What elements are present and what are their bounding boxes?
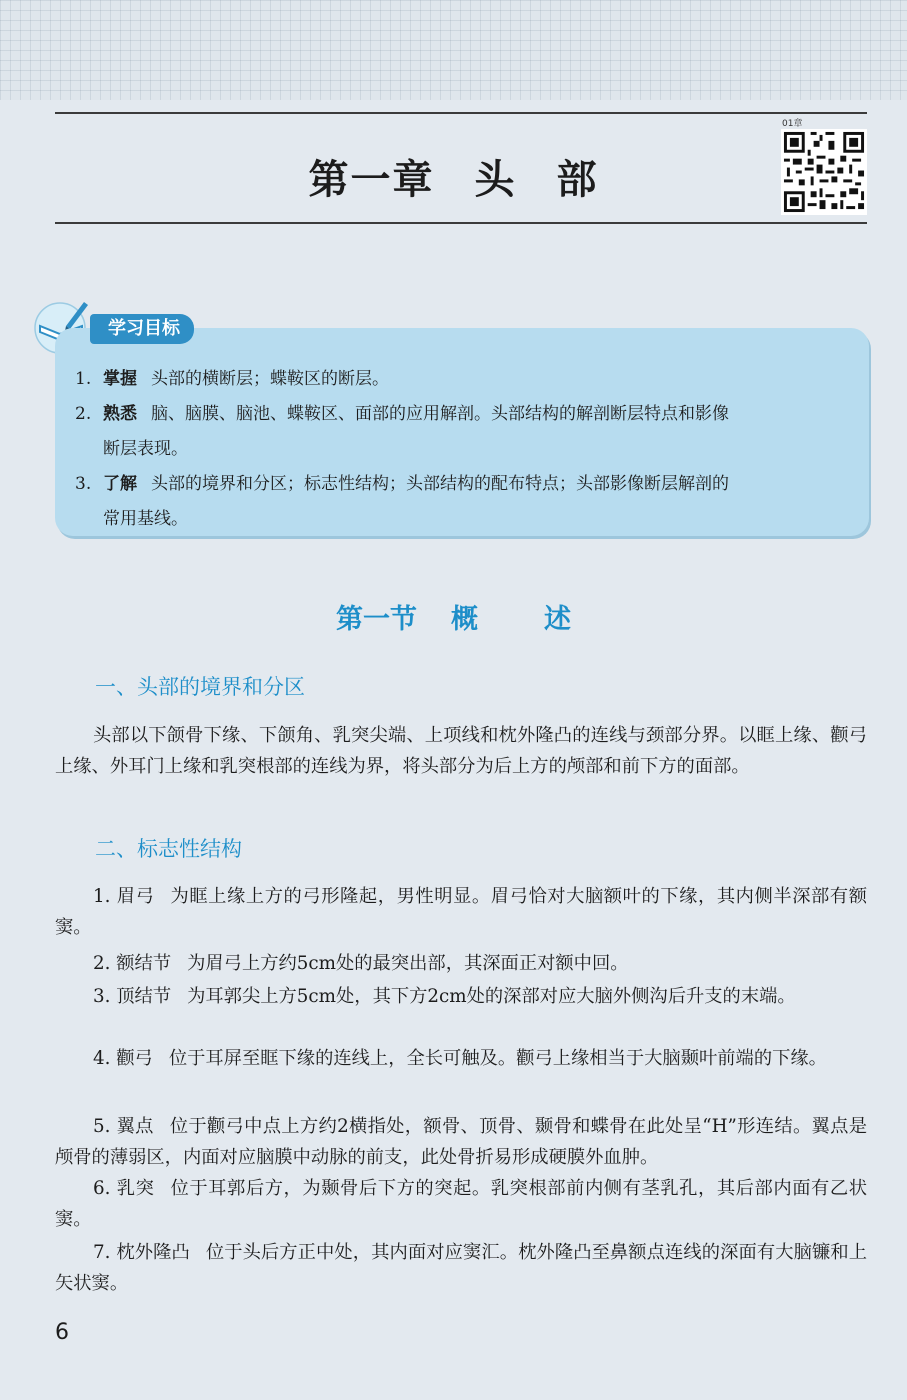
landmark-name: 3. 顶结节 (93, 986, 172, 1007)
subsection-heading-boundaries: 一、头部的境界和分区 (95, 675, 305, 699)
landmark-description: 位于耳郭后方，为颞骨后下方的突起。乳突根部前内侧有茎乳孔，其后部内面有乙状窦。 (55, 1178, 867, 1230)
landmark-description: 为耳郭尖上方5cm处，其下方2cm处的深部对应大脑外侧沟后升支的末端。 (187, 986, 796, 1007)
section-title-char-1: 概 (451, 604, 478, 635)
landmark-item (55, 1173, 867, 1235)
objective-key: 掌握 (103, 369, 137, 389)
chapter-number: 第一章 (308, 156, 435, 203)
top-rule (55, 112, 867, 114)
landmark-item (55, 1111, 867, 1173)
objective-text-continued: 常用基线。 (103, 509, 188, 529)
chapter-title-char-2: 部 (556, 156, 599, 203)
section-title (0, 600, 907, 640)
objective-text: 头部的横断层；蝶鞍区的断层。 (151, 369, 389, 389)
objective-key: 熟悉 (103, 404, 137, 424)
page-number: 6 (55, 1320, 69, 1345)
landmark-item (55, 881, 867, 943)
landmark-item (55, 948, 867, 979)
landmark-description: 为眶上缘上方的弓形隆起，男性明显。眉弓恰对大脑额叶的下缘，其内侧半深部有额窦。 (55, 886, 867, 938)
landmark-name: 1. 眉弓 (93, 886, 155, 907)
landmark-name: 2. 额结节 (93, 953, 172, 974)
landmark-description: 位于颧弓中点上方约2横指处，额骨、顶骨、颞骨和蝶骨在此处呈“H”形连结。翼点是颅骨的薄弱区，内面对应脑膜中动脉的前支，此处骨折易形成硬膜外血肿。 (55, 1116, 867, 1168)
objective-text-continued: 断层表现。 (103, 439, 188, 459)
subsection-heading-landmarks: 二、标志性结构 (95, 837, 242, 861)
objective-number: 2. (75, 404, 92, 424)
boundaries-paragraph: 头部以下颌骨下缘、下颌角、乳突尖端、上项线和枕外隆凸的连线与颈部分界。以眶上缘、颧弓上缘、外耳门上缘和乳突根部的连线为界，将头部分为后上方的颅部和前下方的面部。 (55, 725, 867, 777)
landmark-item (55, 1043, 867, 1074)
landmark-name: 4. 颧弓 (93, 1048, 153, 1069)
landmark-description: 位于耳屏至眶下缘的连线上，全长可触及。颧弓上缘相当于大脑颞叶前端的下缘。 (168, 1048, 827, 1069)
objective-item (75, 397, 855, 467)
objective-number: 3. (75, 474, 92, 494)
qr-code-icon[interactable] (781, 128, 867, 216)
qr-caption: 01章 (782, 119, 803, 129)
objective-number: 1. (75, 369, 92, 389)
landmark-item (55, 981, 867, 1012)
learning-objectives-list (75, 362, 855, 537)
objective-text: 头部的境界和分区；标志性结构；头部结构的配布特点；头部影像断层解剖的 (151, 474, 729, 494)
landmark-name: 5. 翼点 (93, 1116, 154, 1137)
landmark-item (55, 1237, 867, 1299)
objective-item (75, 467, 855, 537)
section-title-char-2: 述 (544, 604, 571, 635)
landmark-name: 6. 乳突 (93, 1178, 155, 1199)
learning-objectives-tab: 学习目标 (90, 314, 194, 344)
objective-key: 了解 (103, 474, 137, 494)
landmark-description: 为眉弓上方约5cm处的最突出部，其深面正对额中回。 (187, 953, 629, 974)
landmark-description: 位于头后方正中处，其内面对应窦汇。枕外隆凸至鼻额点连线的深面有大脑镰和上矢状窦。 (55, 1242, 868, 1294)
bottom-rule (55, 222, 867, 224)
section-number: 第一节 (336, 604, 417, 635)
landmark-name: 7. 枕外隆凸 (93, 1242, 190, 1263)
objective-text: 脑、脑膜、脑池、蝶鞍区、面部的应用解剖。头部结构的解剖断层特点和影像 (151, 404, 729, 424)
chapter-title (0, 150, 907, 210)
background-grid (0, 0, 907, 100)
objective-item (75, 362, 855, 397)
chapter-title-char-1: 头 (474, 156, 517, 203)
